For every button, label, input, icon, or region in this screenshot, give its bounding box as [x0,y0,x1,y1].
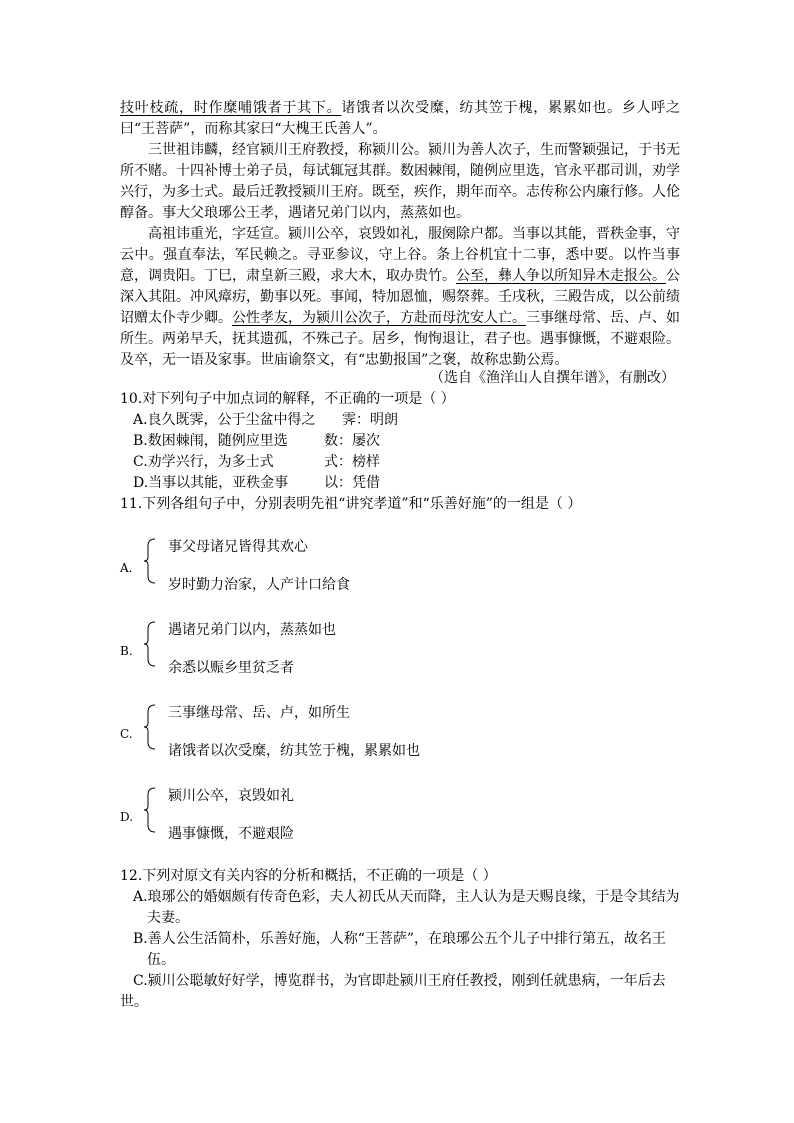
q11-option-c-second: 诸饿者以次受糜，纺其笠于槐，累累如也 [168,743,420,759]
question-11-stem: 11.下列各组句子中，分别表明先祖“讲究孝道”和“乐善好施”的一组是（ ） [120,496,582,512]
underlined-sentence: 公至，彝人争以所知异木走报公。 [456,268,666,284]
passage-text: 诸饿者以次受糜，纺其笠于槐，累累如也。乡人呼之曰“王菩萨”，而称其家曰“大槐王氏善人”。 [120,100,681,137]
q11-option-d-first: 颍川公卒，哀毁如礼 [168,788,294,804]
question-10-stem: 10.对下列句子中加点词的解释，不正确的一项是（ ） [120,391,455,407]
passage-text: 高祖讳重光，字廷宣。颍川公卒，哀毁如礼，服阕除户都。当事以其能，晋秩金事，守云中。强直奉法，军民赖之。寻亚参议，守上谷。条上谷机宜十二事，悉中要。以忤当事意，调贵阳。丁巳，肃皇新三殿，求大木，取办贵竹。 [120,226,680,284]
q11-option-a-second: 岁时勤力治家，人产计口给食 [168,577,350,593]
brace-icon [141,537,159,585]
brace-icon [141,620,159,668]
q10-option-c: C.劝学兴行，为多士式 [133,454,274,470]
q12-option-a: A.琅琊公的婚姻颇有传奇色彩，夫人初氏从天而降，主人认为是天赐良缘，于是令其结为夫妻。 [133,889,680,926]
passage-paragraph-2: 三世祖讳麟，经官颍川王府教授，称颍川公。颍川为善人次子，生而警颖强记，于书无所不赌。十四补博士弟子员，每试辄冠其群。数困棘闱，随例应里选，官永平郡司训，劝学兴行，为多士式。最后迁教授颍川王府。既至，疾作，期年而卒。志传称公内廉行修。人伦醇备。事大父琅琊公王孝，遇诸兄弟门以内，蒸蒸如也。 [120,142,680,221]
q10-option-b-gloss: 数：屡次 [324,433,380,449]
q10-option-c-gloss: 式：榜样 [324,454,380,470]
passage-text: 三事继母常、岳、卢、如所生。两弟早夭，抚其遗孤，不殊己子。居乡，恂恂退让，君子也。遇事慷慨，不避艰险。及卒，无一语及家事。世庙谕祭文，有“忠勤报国”之褒，故称忠勤公焉。 [120,310,680,368]
q10-option-d-gloss: 以：凭借 [324,475,380,491]
q12-option-b: B.善人公生活简朴，乐善好施，人称“王菩萨”，在琅琊公五个儿子中排行第五，故名王伍。 [133,931,667,968]
q10-option-a-gloss: 霁：明朗 [342,412,398,428]
q11-option-c-first: 三事继母常、岳、卢，如所生 [168,705,350,721]
q11-option-b-second: 余悉以赈乡里贫乏者 [168,660,294,676]
underlined-sentence: 公性孝友，为颍川公次子，方赴而母沈安人亡。 [232,310,526,326]
q11-option-d-label: D. [120,810,134,824]
q10-option-d: D.当事以其能，亚秩金事 [133,475,289,491]
q11-option-b-first: 遇诸兄弟门以内，蒸蒸如也 [168,622,336,638]
q11-option-c-label: C. [120,727,133,741]
passage-text: 公深入其阻。冲风瘴疠，勤事以死。事闻，特加恩恤，赐祭葬。壬戌秋，三殿告成，以公前绩诏赠太仆寺少卿。 [120,268,680,326]
q10-option-b: B.数困棘闱，随例应里选 [133,433,288,449]
question-12-stem: 12.下列对原文有关内容的分析和概括，不正确的一项是（ ） [120,868,497,884]
q11-option-a-first: 事父母诸兄皆得其欢心 [168,539,308,555]
q11-option-b-label: B. [120,644,133,658]
q10-option-a: A.良久既霁，公于尘盆中得之 [133,412,316,428]
passage-paragraph-1 [120,98,680,140]
brace-icon [141,786,159,834]
q11-option-d-second: 遇事慷慨，不避艰险 [168,826,294,842]
q12-option-c: C.颍川公聪敏好好学，博览群书，为官即赴颍川王府任教授，刚到任就患病，一年后去世。 [120,973,666,1010]
q11-option-a-label: A. [120,561,133,575]
brace-icon [141,703,159,751]
source-note: （选自《渔洋山人自撰年谱》，有删改） [430,370,675,386]
passage-paragraph-3 [120,224,680,371]
underlined-sentence: 技叶枝疏，时作糜哺饿者于其下。 [120,100,342,116]
